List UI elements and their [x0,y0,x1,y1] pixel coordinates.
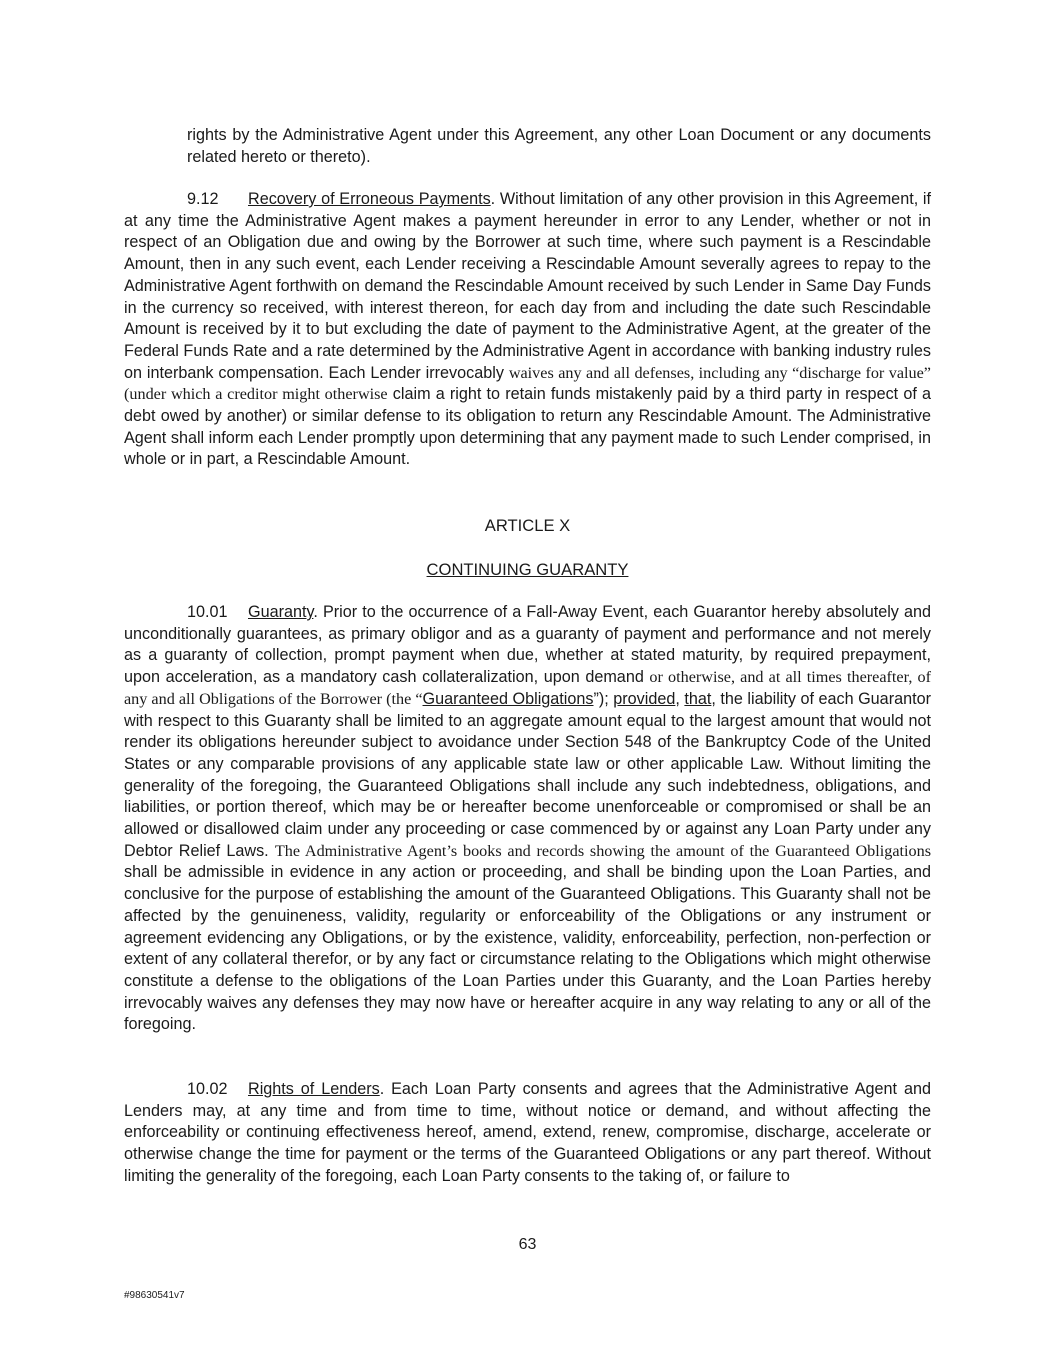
section-number: 10.02 [187,1080,228,1098]
that-term: that [684,689,712,708]
section-body: ”); [593,689,614,708]
section-body-serif: or otherwise, and at all times thereafter, of any and all Obligations of the Borrower (the “ [124,668,931,708]
page-number: 63 [518,1236,537,1253]
section-10-02-paragraph [124,1079,931,1188]
section-body-serif: The Administrative Agent’s books and records showing the amount of the Guaranteed Obligations [274,841,931,860]
article-title: ARTICLE X [484,516,571,535]
provided-term: provided [613,689,676,708]
continuation-paragraph [187,125,931,168]
section-10-01-paragraph [124,602,931,1036]
section-body-tail: shall be admissible in evidence in any action or proceeding, and shall be binding upon the Loan Parties, and conclusive for the purpose of establishing the amount of the Guaranteed Obligations. This Guaranty shall not be affected by the genuineness, validity, regularity or enforceability of the Obligations or any instrument or agreement evidencing any Obligations, or by the existence, validity, enforceability, perfection, non-perfection or extent of any collateral therefor, or by any fact or circumstance relating to the Obligations which might otherwise constitute a defense to the obligations of the Loan Parties under this Guaranty, and the Loan Parties hereby irrevocably waives any defenses they may now have or hereafter acquire in any way relating to any or all of the foregoing. [124,863,931,1034]
section-number: 10.01 [187,603,228,621]
section-body-serif: waives any and all defenses, including any “discharge for value” (under which a creditor might otherwise [124,363,931,404]
section-heading: Rights of Lenders [248,1080,380,1098]
article-subtitle [0,560,1055,580]
section-heading: Guaranty [248,603,314,621]
document-id: #98630541v7 [124,1290,185,1301]
continuation-text: rights by the Administrative Agent under this Agreement, any other Loan Document or any documents related hereto or thereto). [187,126,931,166]
defined-term: Guaranteed Obligations [422,689,594,708]
section-9-12-paragraph [124,189,931,471]
section-body: . Prior to the occurrence of a Fall-Away Event, each Guarantor hereby absolutely and unconditionally guarantees, as primary obligor and as a guaranty of payment and performance and not merely as a guaranty of collection, prompt payment when due, whether at stated maturity, by required prepayment, upon acceleration, as a mandatory cash collateralization, upon demand [124,603,931,687]
section-body: , the liability of each Guarantor with respect to this Guaranty shall be limited to an aggregate amount equal to the largest amount that would not render its obligations hereunder subject to avoidance under Section 548 of the Bankruptcy Code of the United States or any comparable provisions of any applicable state law or other applicable Law. Without limiting the generality of the foregoing, the Guaranteed Obligations shall include any such indebtedness, obligations, and liabilities, or portion thereof, which may be or hereafter become unenforceable or compromised or shall be an allowed or disallowed claim under any proceeding or case commenced by or against any Loan Party under any Debtor Relief Laws. [124,689,931,860]
section-body: . Without limitation of any other provision in this Agreement, if at any time the Administrative Agent makes a payment hereunder in error to any Lender, whether or not in respect of an Obligation due and owing by the Borrower at such time, where such payment is a Rescindable Amount, then in any such event, each Lender receiving a Rescindable Amount severally agrees to repay to the Administrative Agent forthwith on demand the Rescindable Amount received by such Lender in Same Day Funds in the currency so received, with interest thereon, for each day from and including the date such Rescindable Amount is received by it to but excluding the date of payment to the Administrative Agent, at the greater of the Federal Funds Rate and a rate determined by the Administrative Agent in accordance with banking industry rules on interbank compensation. Each Lender irrevocably [124,190,931,382]
section-heading: Recovery of Erroneous Payments [248,190,491,208]
section-body-tail: claim a right to retain funds mistakenly paid by a third party in respect of a debt owed by another) or similar defense to its obligation to return any Rescindable Amount. The Administrative Agent shall inform each Lender promptly upon determining that any payment made to such Lender comprised, in whole or in part, a Rescindable Amount. [124,385,931,469]
comma: , [675,689,685,708]
article-subtitle-text: CONTINUING GUARANTY [426,560,629,579]
section-body: . Each Loan Party consents and agrees that the Administrative Agent and Lenders may, at any time and from time to time, without notice or demand, and without affecting the enforceability or continuing effectiveness hereof, amend, extend, renew, compromise, discharge, accelerate or otherwise change the time for payment or the terms of the Guaranteed Obligations or any part thereof. Without limiting the generality of the foregoing, each Loan Party consents to the taking of, or failure to [124,1080,931,1185]
section-number: 9.12 [187,190,219,208]
